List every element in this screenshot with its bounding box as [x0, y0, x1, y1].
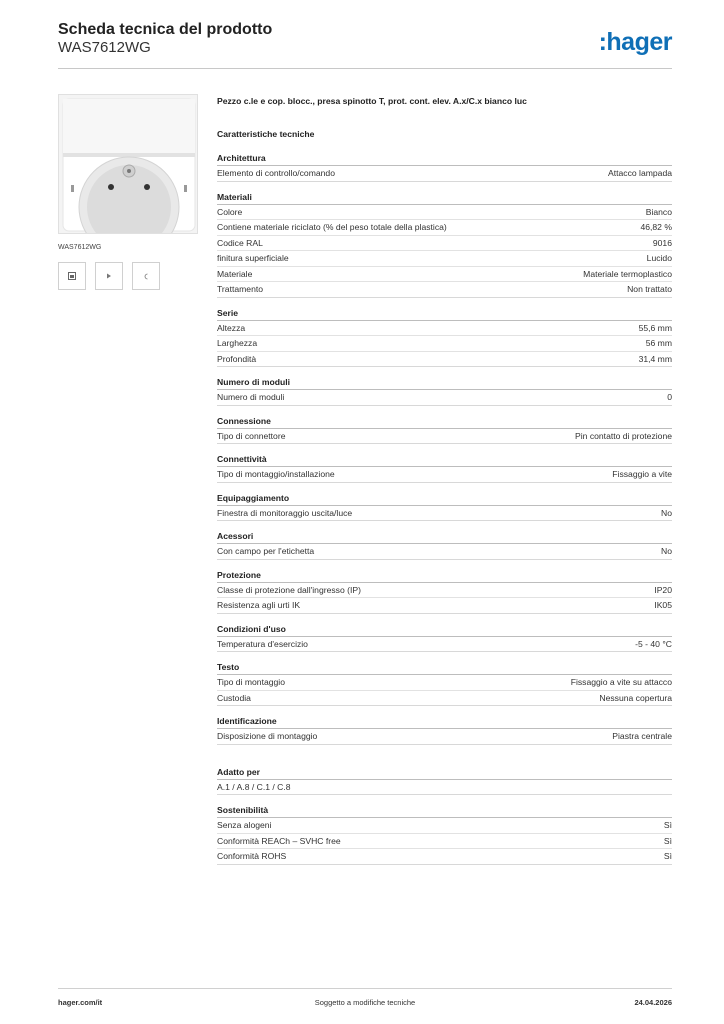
spec-label: Senza alogeni	[217, 820, 272, 830]
spec-section	[217, 805, 672, 865]
spec-value: Pin contatto di protezione	[575, 430, 672, 441]
spec-label: Altezza	[217, 322, 246, 333]
thumbnail-strip	[58, 262, 160, 290]
spec-label: finitura superficiale	[217, 253, 289, 263]
spec-value: 9016	[652, 237, 672, 248]
spec-label: Elemento di controllo/comando	[217, 168, 335, 178]
spec-label: Larghezza	[217, 338, 258, 348]
thumbnail-video[interactable]	[95, 262, 123, 290]
spec-row	[217, 205, 672, 221]
spec-value: Sì	[663, 851, 672, 861]
spec-label: Classe di protezione dall'ingresso (IP)	[217, 584, 361, 595]
spec-row	[217, 598, 672, 614]
spec-section	[217, 153, 672, 182]
spec-value: Non trattato	[627, 284, 672, 294]
section-spacer	[217, 755, 672, 767]
spec-section	[217, 377, 672, 406]
section-title: Condizioni d'uso	[217, 624, 672, 637]
spec-label: Conformità ROHS	[217, 851, 287, 861]
spec-label: Colore	[217, 206, 243, 217]
footer-date: 24.04.2026	[634, 998, 672, 1007]
spec-section	[217, 570, 672, 614]
spec-row	[217, 675, 672, 691]
spec-row	[217, 818, 672, 834]
spec-row	[217, 251, 672, 267]
thumbnail-document[interactable]	[132, 262, 160, 290]
spec-label: Trattamento	[217, 284, 264, 294]
spec-value: Attacco lampada	[607, 168, 672, 178]
spec-value: Nessuna copertura	[599, 692, 672, 703]
spec-row	[217, 544, 672, 560]
spec-label: A.1 / A.8 / C.1 / C.8	[217, 781, 291, 792]
spec-row	[217, 390, 672, 406]
footer-divider	[58, 988, 672, 989]
product-image[interactable]	[58, 94, 198, 234]
section-title: Equipaggiamento	[217, 493, 672, 506]
spec-row	[217, 849, 672, 865]
spec-row	[217, 267, 672, 283]
spec-label: Profondità	[217, 353, 257, 364]
spec-value: Sì	[663, 835, 672, 846]
spec-label: Numero di moduli	[217, 392, 285, 402]
spec-section	[217, 716, 672, 745]
spec-value: Sì	[663, 820, 672, 830]
section-title: Serie	[217, 308, 672, 321]
footer-note: Soggetto a modifiche tecniche	[314, 998, 416, 1007]
product-description: Pezzo c.le e cop. blocc., presa spinotto T, prot. cont. elev. A.x/C.x bianco luc	[217, 96, 527, 106]
section-title: Identificazione	[217, 716, 672, 729]
footer-website[interactable]: hager.com/it	[58, 998, 103, 1007]
spec-value: 55,6 mm	[638, 322, 672, 333]
image-icon	[68, 272, 76, 280]
socket-illustration-icon	[59, 95, 198, 234]
spec-value: Piastra centrale	[612, 731, 672, 741]
section-title: Testo	[217, 662, 672, 675]
spec-row	[217, 583, 672, 599]
section-title: Protezione	[217, 570, 672, 583]
section-title: Acessori	[217, 531, 672, 544]
spec-value: 0	[667, 392, 672, 402]
spec-value: Materiale termoplastico	[583, 268, 672, 279]
spec-label: Temperatura d'esercizio	[217, 638, 308, 649]
spec-section	[217, 767, 672, 796]
spec-label: Tipo di montaggio	[217, 677, 285, 687]
spec-section	[217, 531, 672, 560]
document-icon	[143, 273, 149, 280]
hager-logo[interactable]: :hager	[598, 28, 672, 56]
spec-content	[217, 96, 672, 875]
section-title: Connessione	[217, 416, 672, 429]
image-caption: WAS7612WG	[58, 244, 102, 251]
spec-section	[217, 454, 672, 483]
spec-row	[217, 166, 672, 182]
spec-sections-extra	[217, 767, 672, 865]
spec-row	[217, 691, 672, 707]
spec-value: IP20	[654, 584, 672, 595]
spec-value: No	[661, 546, 672, 556]
spec-label: Codice RAL	[217, 237, 263, 248]
spec-label: Tipo di montaggio/installazione	[217, 469, 335, 479]
section-title: Materiali	[217, 192, 672, 205]
spec-section	[217, 416, 672, 445]
spec-label: Con campo per l'etichetta	[217, 546, 315, 556]
spec-label: Disposizione di montaggio	[217, 731, 318, 741]
spec-row	[217, 282, 672, 298]
spec-sections	[217, 153, 672, 745]
spec-value: 46,82 %	[640, 222, 672, 232]
spec-row	[217, 336, 672, 352]
spec-label: Finestra di monitoraggio uscita/luce	[217, 507, 353, 518]
spec-section	[217, 192, 672, 298]
spec-value: Fissaggio a vite su attacco	[570, 677, 672, 687]
product-code: WAS7612WG	[58, 39, 151, 56]
spec-row	[217, 780, 672, 796]
play-icon	[106, 273, 112, 279]
tech-specs-heading: Caratteristiche tecniche	[217, 129, 315, 139]
spec-value: Lucido	[646, 253, 672, 263]
spec-section	[217, 662, 672, 706]
spec-label: Tipo di connettore	[217, 430, 286, 441]
spec-value: 56 mm	[645, 338, 672, 348]
spec-row	[217, 352, 672, 368]
spec-value: IK05	[654, 600, 672, 610]
spec-label: Resistenza agli urti IK	[217, 600, 301, 610]
spec-section	[217, 308, 672, 368]
spec-row	[217, 236, 672, 252]
section-title: Numero di moduli	[217, 377, 672, 390]
spec-row	[217, 834, 672, 850]
spec-row	[217, 729, 672, 745]
spec-value: 31,4 mm	[638, 353, 672, 364]
spec-value: -5 - 40 °C	[635, 638, 672, 649]
spec-section	[217, 493, 672, 522]
spec-row	[217, 467, 672, 483]
document-header	[58, 20, 672, 57]
spec-section	[217, 624, 672, 653]
thumbnail-image[interactable]	[58, 262, 86, 290]
page-title: Scheda tecnica del prodotto	[58, 21, 273, 38]
section-title: Adatto per	[217, 767, 672, 780]
spec-row	[217, 506, 672, 522]
spec-value: Bianco	[645, 206, 672, 217]
section-title: Architettura	[217, 153, 672, 166]
spec-row	[217, 321, 672, 337]
spec-label: Conformità REACh – SVHC free	[217, 835, 341, 846]
section-title: Sostenibilità	[217, 805, 672, 818]
spec-row	[217, 637, 672, 653]
spec-label: Materiale	[217, 268, 253, 279]
spec-row	[217, 220, 672, 236]
spec-value: No	[661, 507, 672, 518]
spec-label: Contiene materiale riciclato (% del peso totale della plastica)	[217, 222, 447, 232]
header-divider	[58, 68, 672, 69]
spec-label: Custodia	[217, 692, 251, 703]
section-title: Connettività	[217, 454, 672, 467]
spec-value: Fissaggio a vite	[612, 469, 672, 479]
spec-row	[217, 429, 672, 445]
